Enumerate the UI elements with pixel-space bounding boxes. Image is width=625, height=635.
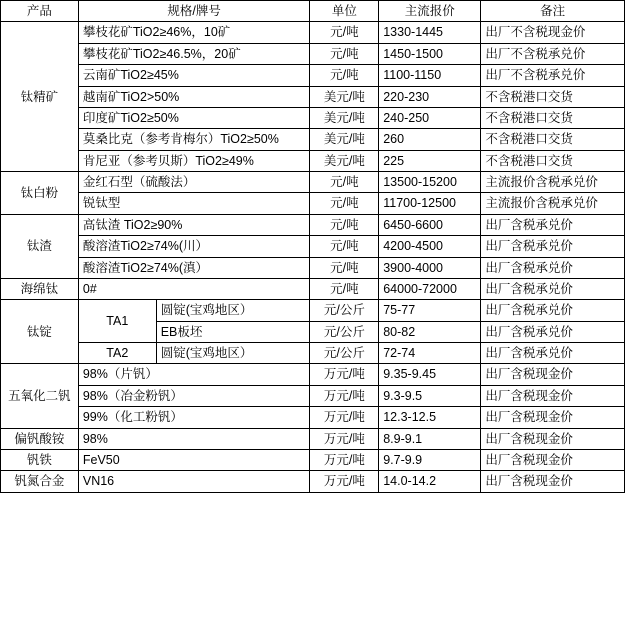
table-row xyxy=(1,364,625,385)
table-row xyxy=(1,129,625,150)
cell-spec: 98%（片钒） xyxy=(78,364,310,385)
cell-price: 240-250 xyxy=(379,107,481,128)
cell-product-category: 钛白粉 xyxy=(1,172,79,215)
table-row xyxy=(1,86,625,107)
table-row xyxy=(1,300,625,321)
cell-spec: 越南矿TiO2>50% xyxy=(78,86,310,107)
cell-product-category: 钛渣 xyxy=(1,214,79,278)
cell-price: 9.7-9.9 xyxy=(379,449,481,470)
column-header-product: 产品 xyxy=(1,1,79,22)
cell-price: 64000-72000 xyxy=(379,278,481,299)
cell-price: 8.9-9.1 xyxy=(379,428,481,449)
cell-price: 1450-1500 xyxy=(379,43,481,64)
cell-note: 出厂含税现金价 xyxy=(481,364,625,385)
table-row xyxy=(1,193,625,214)
cell-unit: 元/吨 xyxy=(310,236,379,257)
cell-price: 13500-15200 xyxy=(379,172,481,193)
cell-note: 出厂不含税承兑价 xyxy=(481,65,625,86)
cell-unit: 元/吨 xyxy=(310,257,379,278)
table-row xyxy=(1,428,625,449)
cell-note: 不含税港口交货 xyxy=(481,150,625,171)
cell-unit: 元/吨 xyxy=(310,278,379,299)
table-header-row xyxy=(1,1,625,22)
table-row xyxy=(1,65,625,86)
cell-spec: 攀枝花矿TiO2≥46%，10矿 xyxy=(78,22,310,43)
cell-unit: 元/吨 xyxy=(310,22,379,43)
cell-unit: 万元/吨 xyxy=(310,449,379,470)
cell-note: 出厂含税承兑价 xyxy=(481,300,625,321)
cell-spec: 98%（冶金粉钒） xyxy=(78,385,310,406)
cell-price: 80-82 xyxy=(379,321,481,342)
cell-price: 9.3-9.5 xyxy=(379,385,481,406)
cell-note: 出厂含税承兑价 xyxy=(481,214,625,235)
cell-spec: 98% xyxy=(78,428,310,449)
cell-spec: 印度矿TiO2≥50% xyxy=(78,107,310,128)
table-row xyxy=(1,22,625,43)
table-row xyxy=(1,214,625,235)
cell-spec: 肯尼亚（参考贝斯）TiO2≥49% xyxy=(78,150,310,171)
cell-spec-form: 圆锭(宝鸡地区） xyxy=(156,300,310,321)
table-row xyxy=(1,385,625,406)
cell-note: 不含税港口交货 xyxy=(481,107,625,128)
cell-unit: 元/公斤 xyxy=(310,343,379,364)
cell-note: 出厂含税承兑价 xyxy=(481,236,625,257)
table-row xyxy=(1,43,625,64)
cell-price: 12.3-12.5 xyxy=(379,407,481,428)
cell-product-category: 钛锭 xyxy=(1,300,79,364)
cell-note: 出厂含税承兑价 xyxy=(481,343,625,364)
cell-price: 6450-6600 xyxy=(379,214,481,235)
table-row xyxy=(1,343,625,364)
cell-note: 出厂含税承兑价 xyxy=(481,321,625,342)
cell-unit: 元/吨 xyxy=(310,43,379,64)
cell-unit: 美元/吨 xyxy=(310,150,379,171)
cell-price: 1100-1150 xyxy=(379,65,481,86)
cell-product-category: 钒铁 xyxy=(1,449,79,470)
table-body xyxy=(1,22,625,492)
cell-unit: 元/吨 xyxy=(310,172,379,193)
cell-spec: 99%（化工粉钒） xyxy=(78,407,310,428)
cell-unit: 万元/吨 xyxy=(310,364,379,385)
cell-product-category: 钛精矿 xyxy=(1,22,79,172)
table-row xyxy=(1,236,625,257)
cell-unit: 元/吨 xyxy=(310,193,379,214)
table-row xyxy=(1,107,625,128)
cell-note: 主流报价含税承兑价 xyxy=(481,172,625,193)
cell-spec: 酸溶渣TiO2≥74%(川） xyxy=(78,236,310,257)
cell-note: 不含税港口交货 xyxy=(481,86,625,107)
cell-spec: 锐钛型 xyxy=(78,193,310,214)
cell-note: 出厂不含税现金价 xyxy=(481,22,625,43)
cell-unit: 元/吨 xyxy=(310,214,379,235)
column-header-unit: 单位 xyxy=(310,1,379,22)
cell-unit: 美元/吨 xyxy=(310,107,379,128)
cell-note: 出厂含税承兑价 xyxy=(481,257,625,278)
table-row xyxy=(1,449,625,470)
cell-spec: VN16 xyxy=(78,471,310,492)
cell-price: 9.35-9.45 xyxy=(379,364,481,385)
table-row xyxy=(1,257,625,278)
cell-price: 14.0-14.2 xyxy=(379,471,481,492)
cell-note: 出厂含税现金价 xyxy=(481,428,625,449)
table-row xyxy=(1,278,625,299)
table-row xyxy=(1,172,625,193)
table-header xyxy=(1,1,625,22)
cell-unit: 元/吨 xyxy=(310,65,379,86)
column-header-spec: 规格/牌号 xyxy=(78,1,310,22)
cell-unit: 万元/吨 xyxy=(310,407,379,428)
cell-unit: 元/公斤 xyxy=(310,300,379,321)
cell-spec-form: EB板坯 xyxy=(156,321,310,342)
cell-note: 不含税港口交货 xyxy=(481,129,625,150)
table-row xyxy=(1,150,625,171)
cell-unit: 万元/吨 xyxy=(310,471,379,492)
cell-product-category: 五氧化二钒 xyxy=(1,364,79,428)
cell-product-category: 海绵钛 xyxy=(1,278,79,299)
cell-unit: 美元/吨 xyxy=(310,86,379,107)
cell-price: 11700-12500 xyxy=(379,193,481,214)
cell-spec: 金红石型（硫酸法） xyxy=(78,172,310,193)
cell-price: 225 xyxy=(379,150,481,171)
cell-unit: 元/公斤 xyxy=(310,321,379,342)
cell-spec-form: 圆锭(宝鸡地区） xyxy=(156,343,310,364)
cell-note: 出厂含税现金价 xyxy=(481,407,625,428)
cell-unit: 美元/吨 xyxy=(310,129,379,150)
cell-price: 75-77 xyxy=(379,300,481,321)
cell-price: 4200-4500 xyxy=(379,236,481,257)
cell-spec: 攀枝花矿TiO2≥46.5%，20矿 xyxy=(78,43,310,64)
cell-note: 出厂含税承兑价 xyxy=(481,278,625,299)
cell-price: 220-230 xyxy=(379,86,481,107)
cell-spec: FeV50 xyxy=(78,449,310,470)
cell-spec-grade: TA2 xyxy=(78,343,156,364)
cell-unit: 万元/吨 xyxy=(310,385,379,406)
cell-product-category: 偏钒酸铵 xyxy=(1,428,79,449)
cell-product-category: 钒氮合金 xyxy=(1,471,79,492)
cell-price: 260 xyxy=(379,129,481,150)
cell-price: 3900-4000 xyxy=(379,257,481,278)
cell-spec: 高钛渣 TiO2≥90% xyxy=(78,214,310,235)
cell-spec: 0# xyxy=(78,278,310,299)
table-row xyxy=(1,407,625,428)
column-header-price: 主流报价 xyxy=(379,1,481,22)
cell-spec-grade: TA1 xyxy=(78,300,156,343)
column-header-note: 备注 xyxy=(481,1,625,22)
cell-spec: 云南矿TiO2≥45% xyxy=(78,65,310,86)
cell-price: 1330-1445 xyxy=(379,22,481,43)
cell-note: 主流报价含税承兑价 xyxy=(481,193,625,214)
cell-note: 出厂含税现金价 xyxy=(481,385,625,406)
cell-price: 72-74 xyxy=(379,343,481,364)
cell-note: 出厂含税现金价 xyxy=(481,471,625,492)
cell-note: 出厂含税现金价 xyxy=(481,449,625,470)
cell-note: 出厂不含税承兑价 xyxy=(481,43,625,64)
table-row xyxy=(1,471,625,492)
cell-spec: 莫桑比克（参考肯梅尔）TiO2≥50% xyxy=(78,129,310,150)
cell-spec: 酸溶渣TiO2≥74%(滇） xyxy=(78,257,310,278)
cell-unit: 万元/吨 xyxy=(310,428,379,449)
